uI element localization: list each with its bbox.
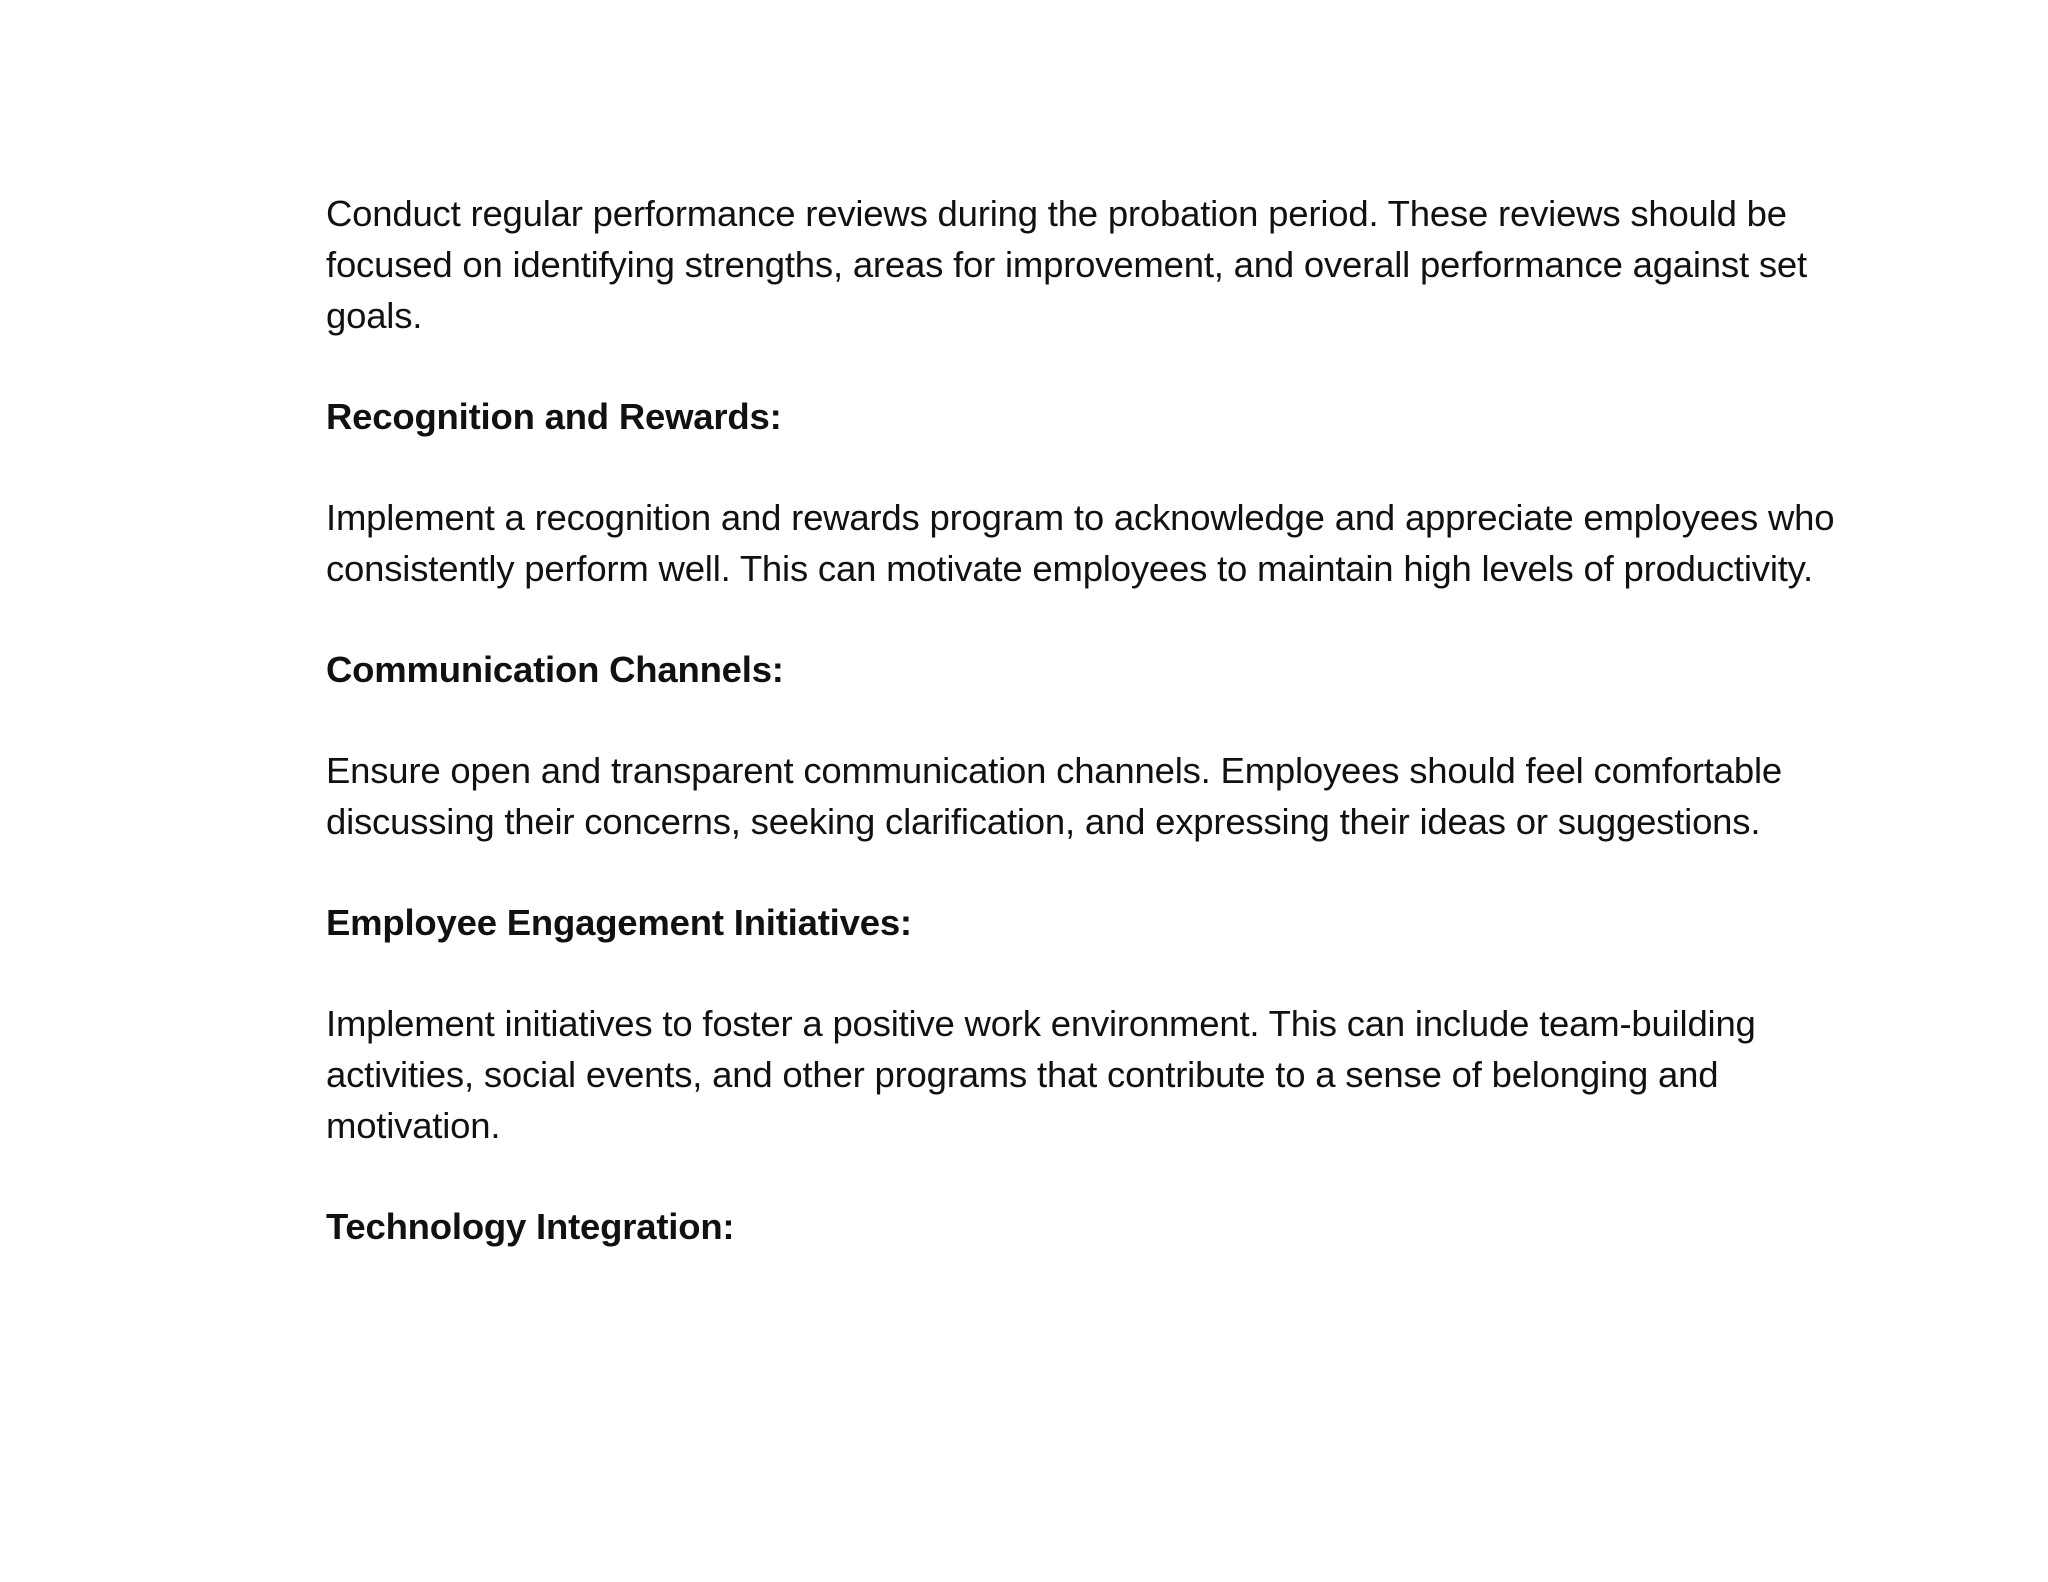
- paragraph-performance-reviews: Conduct regular performance reviews during the probation period. These reviews should be focused on identifying strengths, areas for improvement, and overall performance against set goals.: [326, 193, 1807, 336]
- document-body: [326, 188, 1886, 1252]
- paragraph-communication-channels: Ensure open and transparent communication channels. Employees should feel comfortable discussing their concerns, seeking clarification, and expressing their ideas or suggestions.: [326, 750, 1783, 842]
- heading-technology-integration: Technology Integration:: [326, 1206, 735, 1247]
- paragraph-employee-engagement-initiatives: Implement initiatives to foster a positive work environment. This can include team-building activities, social events, and other programs that contribute to a sense of belonging and motivation.: [326, 1003, 1756, 1146]
- heading-employee-engagement-initiatives: Employee Engagement Initiatives:: [326, 902, 912, 943]
- paragraph-recognition-and-rewards: Implement a recognition and rewards program to acknowledge and appreciate employees who consistently perform well. This can motivate employees to maintain high levels of productivity.: [326, 497, 1835, 589]
- heading-recognition-and-rewards: Recognition and Rewards:: [326, 396, 782, 437]
- heading-communication-channels: Communication Channels:: [326, 649, 784, 690]
